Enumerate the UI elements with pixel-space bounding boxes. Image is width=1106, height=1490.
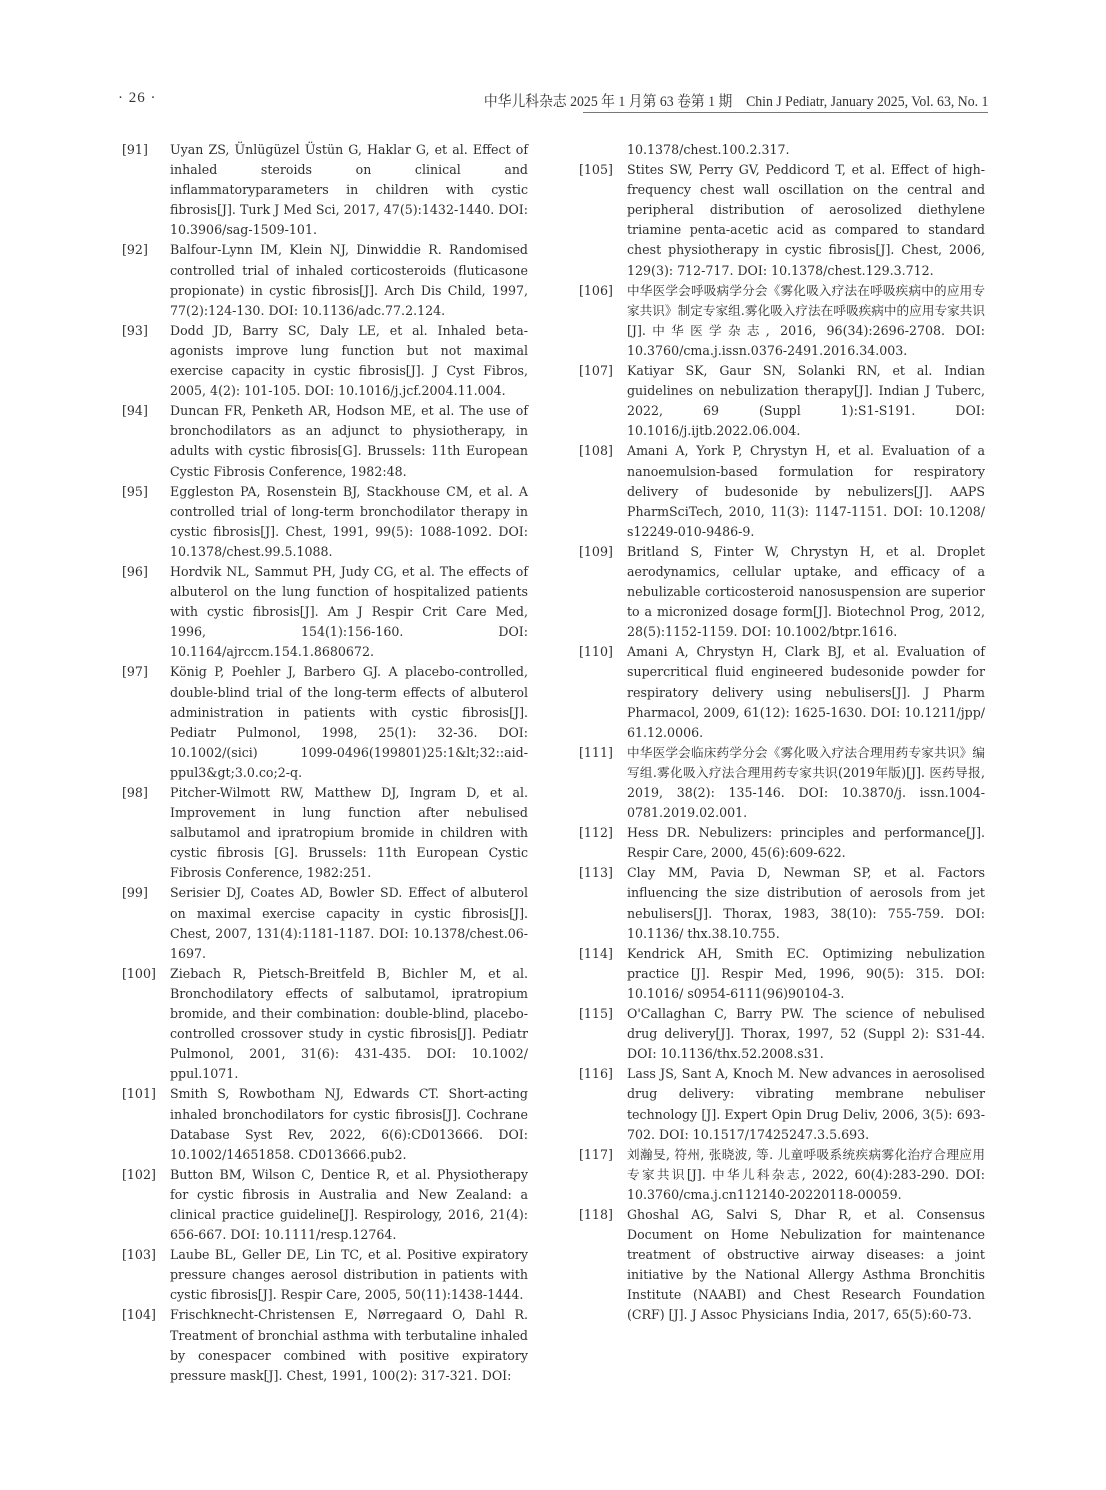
reference-number: [118] [579, 1206, 613, 1222]
reference-item [579, 944, 985, 1004]
reference-number: [106] [579, 282, 613, 298]
reference-text: Kendrick AH, Smith EC. Optimizing nebulization practice [J]. Respir Med, 1996, 90(5): 315. DOI: 10.1016/ s0954-6111(96)90104-3. [627, 945, 985, 1001]
reference-text: Britland S, Finter W, Chrystyn H, et al. Droplet aerodynamics, cellular uptake, and efficacy of a nebulizable corticosteroid nanosuspension are superior to a micronized dosage form[J]. Biotechnol Prog, 2012, 28(5):1152-1159. DOI: 10.1002/btpr.1616. [627, 543, 985, 640]
page-header [118, 88, 988, 110]
reference-text: 中华医学会临床药学分会《雾化吸入疗法合理用药专家共识》编写组.雾化吸入疗法合理用药专家共识(2019年版)[J]. 医药导报, 2019, 38(2): 135-146. DOI: 10.3870/j. issn.1004-0781.2019.02.001. [627, 744, 985, 821]
reference-number: [96] [122, 563, 148, 579]
reference-text: Smith S, Rowbotham NJ, Edwards CT. Short-acting inhaled bronchodilators for cystic fibrosis[J]. Cochrane Database Syst Rev, 2022, 6(6):CD013666. DOI: 10.1002/14651858. CD013666.pub2. [170, 1086, 528, 1162]
reference-item [122, 482, 528, 562]
reference-column-left [122, 140, 528, 1386]
reference-item [579, 1004, 985, 1064]
reference-item [122, 140, 528, 240]
reference-text: 中华医学会呼吸病学分会《雾化吸入疗法在呼吸疾病中的应用专家共识》制定专家组.雾化吸入疗法在呼吸疾病中的应用专家共识[J].中华医学杂志, 2016, 96(34):2696-2708. DOI: 10.3760/cma.j.issn.0376-2491.2016.34.003. [627, 282, 985, 358]
reference-text: O'Callaghan C, Barry PW. The science of nebulised drug delivery[J]. Thorax, 1997, 52 (Suppl 2): S31-44. DOI: 10.1136/thx.52.2008.s31. [627, 1006, 985, 1062]
reference-number: [102] [122, 1166, 156, 1182]
reference-number: [110] [579, 644, 613, 660]
reference-text: 刘瀚旻, 符州, 张晓波, 等. 儿童呼吸系统疾病雾化治疗合理应用专家共识[J]. 中华儿科杂志, 2022, 60(4):283-290. DOI: 10.3760/cma.j.cn112140-20220118-00059. [627, 1146, 985, 1202]
reference-item [122, 783, 528, 883]
reference-text: Frischknecht-Christensen E, Nørregaard O, Dahl R. Treatment of bronchial asthma with terbutaline inhaled by conespacer combined with positive expiratory pressure mask[J]. Chest, 1991, 100(2): 317-321. DOI: [170, 1307, 528, 1383]
reference-number: [93] [122, 322, 148, 338]
reference-number: [95] [122, 483, 148, 499]
reference-item [122, 883, 528, 963]
reference-item [122, 562, 528, 662]
reference-number: [111] [579, 744, 613, 760]
reference-item [122, 321, 528, 401]
reference-number: [92] [122, 242, 148, 258]
reference-number: [114] [579, 945, 613, 961]
reference-item [579, 361, 985, 441]
reference-number: [109] [579, 543, 613, 559]
reference-item [579, 743, 985, 823]
reference-text: Hess DR. Nebulizers: principles and performance[J]. Respir Care, 2000, 45(6):609-622. [627, 825, 985, 861]
reference-number: [107] [579, 363, 613, 379]
reference-number: [97] [122, 664, 148, 680]
reference-item [122, 1305, 528, 1385]
reference-item [122, 964, 528, 1085]
reference-item [579, 1145, 985, 1205]
reference-number: [94] [122, 403, 148, 419]
reference-text: Clay MM, Pavia D, Newman SP, et al. Factors influencing the size distribution of aerosols from jet nebulisers[J]. Thorax, 1983, 38(10): 755-759. DOI: 10.1136/ thx.38.10.755. [627, 865, 985, 941]
reference-item [122, 662, 528, 783]
journal-running-title: 中华儿科杂志 2025 年 1 月第 63 卷第 1 期 Chin J Pediatr, January 2025, Vol. 63, No. 1 [483, 94, 988, 110]
page-number: · 26 · [118, 90, 157, 106]
reference-number: [105] [579, 162, 613, 178]
reference-number: [116] [579, 1066, 613, 1082]
reference-item [122, 1165, 528, 1245]
reference-text: Katiyar SK, Gaur SN, Solanki RN, et al. Indian guidelines on nebulization therapy[J]. Indian J Tuberc, 2022, 69 (Suppl 1):S1-S191. DOI: 10.1016/j.ijtb.2022.06.004. [627, 363, 985, 439]
reference-text: Lass JS, Sant A, Knoch M. New advances in aerosolised drug delivery: vibrating membrane nebuliser technology [J]. Expert Opin Drug Deliv, 2006, 3(5): 693-702. DOI: 10.1517/17425247.3.5.693. [627, 1066, 985, 1142]
reference-text: Hordvik NL, Sammut PH, Judy CG, et al. The effects of albuterol on the lung function of hospitalized patients with cystic fibrosis[J]. Am J Respir Crit Care Med, 1996, 154(1):156-160. DOI: 10.1164/ajrccm.154.1.8680672. [170, 563, 528, 660]
reference-text: 10.1378/chest.100.2.317. [627, 142, 790, 157]
reference-number: [100] [122, 965, 156, 981]
reference-item [579, 823, 985, 863]
reference-text: Duncan FR, Penketh AR, Hodson ME, et al. The use of bronchodilators as an adjunct to physiotherapy, in adults with cystic fibrosis[G]. Brussels: 11th European Cystic Fibrosis Conference, 1982:48. [170, 403, 528, 479]
reference-item [579, 542, 985, 642]
reference-number: [113] [579, 865, 613, 881]
reference-item [579, 1064, 985, 1144]
reference-text: Stites SW, Perry GV, Peddicord T, et al. Effect of high-frequency chest wall oscillation on the central and peripheral distribution of aerosolized diethylene triamine penta-acetic acid as compared to standard chest physiotherapy in cystic fibrosis[J]. Chest, 2006, 129(3): 712-717. DOI: 10.1378/chest.129.3.712. [627, 162, 985, 278]
reference-text: Uyan ZS, Ünlügüzel Üstün G, Haklar G, et al. Effect of inhaled steroids on clinical and inflammatoryparameters in children with cystic fibrosis[J]. Turk J Med Sci, 2017, 47(5):1432-1440. DOI: 10.3906/sag-1509-101. [170, 142, 528, 238]
reference-text: Amani A, Chrystyn H, Clark BJ, et al. Evaluation of supercritical fluid engineered budesonide powder for respiratory delivery using nebulisers[J]. J Pharm Pharmacol, 2009, 61(12): 1625-1630. DOI: 10.1211/jpp/ 61.12.0006. [627, 644, 985, 740]
reference-item [579, 281, 985, 361]
reference-item [579, 1205, 985, 1326]
reference-number: [103] [122, 1247, 156, 1263]
reference-item [122, 1084, 528, 1164]
reference-text: Amani A, York P, Chrystyn H, et al. Evaluation of a nanoemulsion-based formulation for respiratory delivery of budesonide by nebulizers[J]. AAPS PharmSciTech, 2010, 11(3): 1147-1151. DOI: 10.1208/ s12249-010-9486-9. [627, 443, 985, 539]
reference-text: Laube BL, Geller DE, Lin TC, et al. Positive expiratory pressure changes aerosol distribution in patients with cystic fibrosis[J]. Respir Care, 2005, 50(11):1438-1444. [170, 1247, 528, 1303]
reference-number: [115] [579, 1006, 613, 1022]
reference-item [122, 1245, 528, 1305]
reference-number: [98] [122, 785, 148, 800]
reference-text: Ziebach R, Pietsch-Breitfeld B, Bichler M, et al. Bronchodilatory effects of salbutamol, ipratropium bromide, and their combination: double-blind, placebo-controlled crossover study in cystic fibrosis[J]. Pediatr Pulmonol, 2001, 31(6): 431-435. DOI: 10.1002/ ppul.1071. [170, 965, 528, 1082]
reference-item [122, 240, 528, 320]
reference-column-right [579, 140, 985, 1326]
reference-number: [99] [122, 885, 148, 901]
reference-text: Serisier DJ, Coates AD, Bowler SD. Effect of albuterol on maximal exercise capacity in cystic fibrosis[J]. Chest, 2007, 131(4):1181-1187. DOI: 10.1378/chest.06-1697. [170, 885, 528, 961]
reference-number: [108] [579, 443, 613, 459]
reference-text: Pitcher-Wilmott RW, Matthew DJ, Ingram D, et al. Improvement in lung function after nebulised salbutamol and ipratropium bromide in children with cystic fibrosis [G]. Brussels: 11th European Cystic Fibrosis Conference, 1982:251. [170, 785, 528, 881]
reference-item [122, 401, 528, 481]
reference-item [579, 441, 985, 541]
reference-number: [117] [579, 1146, 613, 1162]
reference-number: [112] [579, 825, 613, 841]
reference-text: Eggleston PA, Rosenstein BJ, Stackhouse CM, et al. A controlled trial of long-term bronchodilator therapy in cystic fibrosis[J]. Chest, 1991, 99(5): 1088-1092. DOI: 10.1378/chest.99.5.1088. [170, 483, 528, 559]
reference-number: [91] [122, 142, 148, 157]
reference-text: Balfour-Lynn IM, Klein NJ, Dinwiddie R. Randomised controlled trial of inhaled corticosteroids (fluticasone propionate) in cystic fibrosis[J]. Arch Dis Child, 1997, 77(2):124-130. DOI: 10.1136/adc.77.2.124. [170, 242, 528, 318]
reference-text: Dodd JD, Barry SC, Daly LE, et al. Inhaled beta-agonists improve lung function but not maximal exercise capacity in cystic fibrosis[J]. J Cyst Fibros, 2005, 4(2): 101-105. DOI: 10.1016/j.jcf.2004.11.004. [170, 322, 528, 399]
reference-text: König P, Poehler J, Barbero GJ. A placebo-controlled, double-blind trial of the long-term effects of albuterol administration in patients with cystic fibrosis[J]. Pediatr Pulmonol, 1998, 25(1): 32-36. DOI: 10.1002/(sici) 1099-0496(199801)25:1&lt;32::aid-ppul3&gt;3.0.co;2-q. [170, 664, 528, 780]
header-rule [583, 112, 988, 113]
reference-number: [101] [122, 1086, 156, 1102]
reference-text: Ghoshal AG, Salvi S, Dhar R, et al. Consensus Document on Home Nebulization for maintenance treatment of obstructive airway diseases: a joint initiative by the National Allergy Asthma Bronchitis Institute (NAABI) and Chest Research Foundation (CRF) [J]. J Assoc Physicians India, 2017, 65(5):60-73. [627, 1206, 985, 1323]
reference-item [579, 642, 985, 742]
reference-continuation [579, 140, 985, 160]
reference-item [579, 863, 985, 943]
reference-number: [104] [122, 1307, 156, 1323]
reference-text: Button BM, Wilson C, Dentice R, et al. Physiotherapy for cystic fibrosis in Australia and New Zealand: a clinical practice guideline[J]. Respirology, 2016, 21(4): 656-667. DOI: 10.1111/resp.12764. [170, 1166, 528, 1243]
reference-item [579, 160, 985, 281]
